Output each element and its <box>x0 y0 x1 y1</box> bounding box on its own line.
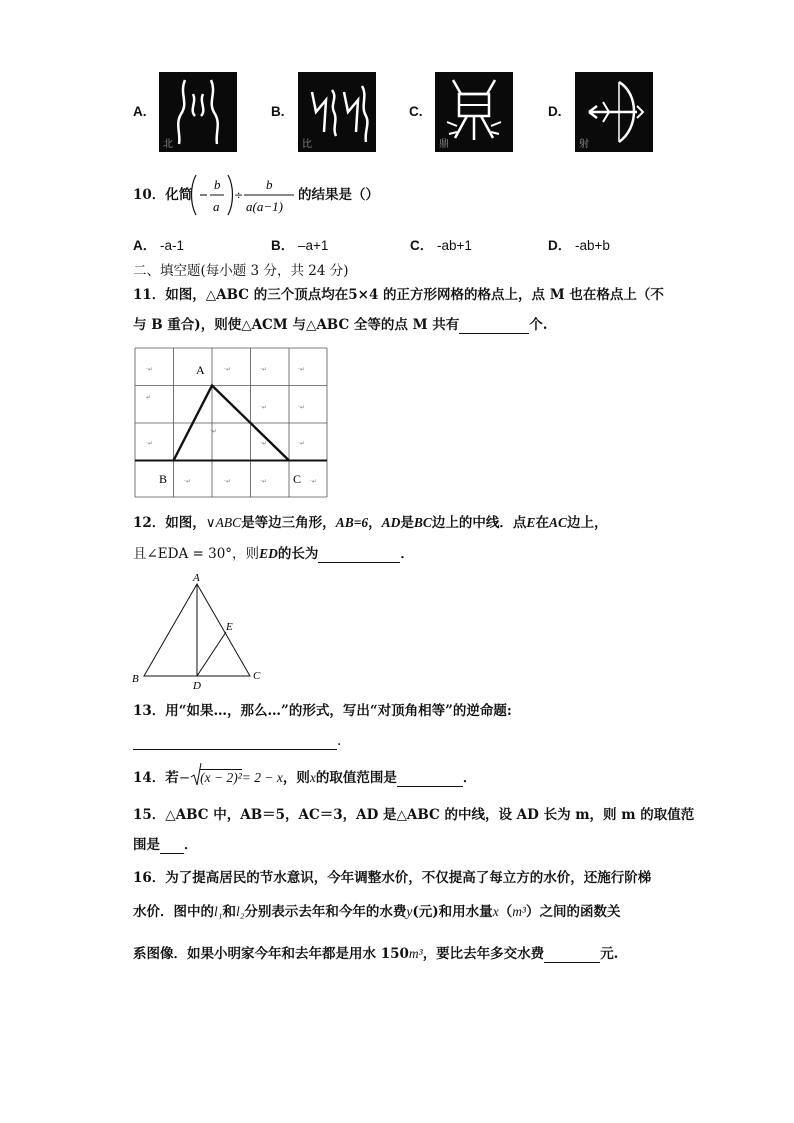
q11-line1: 11．如图，△ABC 的三个顶点均在5×4 的正方形网格的格点上，点 M 也在格点上（不 <box>133 287 664 303</box>
q10-frac1-den: a <box>213 199 220 214</box>
q13-line2: . <box>133 732 341 750</box>
option-a-image <box>159 72 237 152</box>
option-d-caption: 射 <box>579 139 589 150</box>
q10-option-d: D． -ab+b <box>548 238 610 253</box>
svg-text:·↵: ·↵ <box>310 478 317 485</box>
q16-line1: 16．为了提高居民的节水意识，今年调整水价，不仅提高了每立方的水价，还施行阶梯 <box>133 870 652 886</box>
svg-text:·↵: ·↵ <box>146 366 153 373</box>
q12-label-a: A <box>193 572 200 584</box>
q14-answer-blank[interactable] <box>397 772 463 787</box>
q13-answer-blank[interactable] <box>133 735 337 750</box>
q16-line2: 水价．图中的l₁和l₂分别表示去年和今年的水费y(元)和用水量x（m³）之间的函数关 <box>133 904 621 920</box>
q11-label-c: C <box>293 472 302 486</box>
option-d-label: D. <box>548 104 562 119</box>
option-c-label: C. <box>409 104 423 119</box>
svg-text:·↵: ·↵ <box>298 440 305 447</box>
q11-label-a: A <box>196 363 205 377</box>
q12-label-b: B <box>132 673 139 685</box>
q10-number: 10． <box>133 187 166 203</box>
svg-text:·↵: ·↵ <box>146 440 153 447</box>
svg-text:·↵: ·↵ <box>224 478 231 485</box>
option-b-caption: 比 <box>302 139 312 150</box>
option-c-caption: 鼎 <box>439 139 449 150</box>
svg-text:·↵: ·↵ <box>260 440 267 447</box>
option-d-image <box>575 72 653 152</box>
q12-answer-blank[interactable] <box>318 548 400 563</box>
q12-line2: 且∠EDA = 30°，则ED的长为 ． <box>133 546 414 562</box>
q14-radicand: (x − 2)² <box>200 770 242 785</box>
svg-text:·↵: ·↵ <box>260 404 267 411</box>
q15-line2: 围是 ． <box>133 837 198 853</box>
svg-text:·↵: ·↵ <box>184 478 191 485</box>
q12-line1: 12．如图，∨ABC是等边三角形，AB=6，AD是BC边上的中线．点E在AC边上， <box>133 515 608 531</box>
section-title: 二、填空题(每小题 3 分，共 24 分) <box>133 263 349 279</box>
q12-label-d: D <box>193 680 201 692</box>
option-a-label: A. <box>133 104 147 119</box>
q10-expression <box>190 172 298 218</box>
option-b-label: B. <box>271 104 285 119</box>
svg-text:·↵: ·↵ <box>210 428 217 435</box>
q15-answer-blank[interactable] <box>160 839 184 854</box>
svg-text:↵: ↵ <box>146 394 152 401</box>
svg-text:·↵: ·↵ <box>224 366 231 373</box>
option-c-image <box>435 72 513 152</box>
q11-label-b: B <box>159 472 168 486</box>
svg-text:·↵: ·↵ <box>260 478 267 485</box>
q16-answer-blank[interactable] <box>544 948 600 963</box>
q12-triangle-figure <box>130 572 270 692</box>
svg-text:·↵: ·↵ <box>260 366 267 373</box>
q10-option-b: B． –a+1 <box>271 238 329 253</box>
svg-text:·↵: ·↵ <box>298 366 305 373</box>
q15-line1: 15．△ABC 中，AB＝5，AC＝3，AD 是△ABC 的中线，设 AD 长为 m，则 m 的取值范 <box>133 807 695 823</box>
q11-grid-figure <box>134 347 330 499</box>
q10-option-c: C． -ab+1 <box>410 238 472 253</box>
q10-frac1-num: b <box>214 177 221 192</box>
q10-suffix: 的结果是（） <box>298 187 379 203</box>
option-b-image <box>298 72 376 152</box>
q10-frac2-den: a(a−1) <box>246 199 283 214</box>
q10-option-a: A． -a-1 <box>133 238 185 253</box>
q10-div: ÷ <box>234 189 244 202</box>
q12-label-e: E <box>226 621 233 633</box>
svg-text:·↵: ·↵ <box>298 404 305 411</box>
q11-line2: 与 B 重合)，则使△ACM 与△ABC 全等的点 M 共有 个. <box>133 317 548 333</box>
q12-label-c: C <box>253 670 261 682</box>
q11-answer-blank[interactable] <box>459 319 529 334</box>
option-a-caption: 北 <box>163 139 173 150</box>
q10-number-prefix <box>133 186 192 204</box>
q10-frac2-num: b <box>266 177 273 192</box>
q10-prefix: 化简 <box>165 187 193 203</box>
q13-line1: 13．用“如果…，那么…”的形式，写出“对顶角相等”的逆命题: <box>133 703 512 719</box>
q14-line: 14．若− (x − 2)²= 2 − x，则x的取值范围是 ． <box>133 769 476 787</box>
q16-line3: 系图像．如果小明家今年和去年都是用水 150m³，要比去年多交水费 元. <box>133 946 619 962</box>
